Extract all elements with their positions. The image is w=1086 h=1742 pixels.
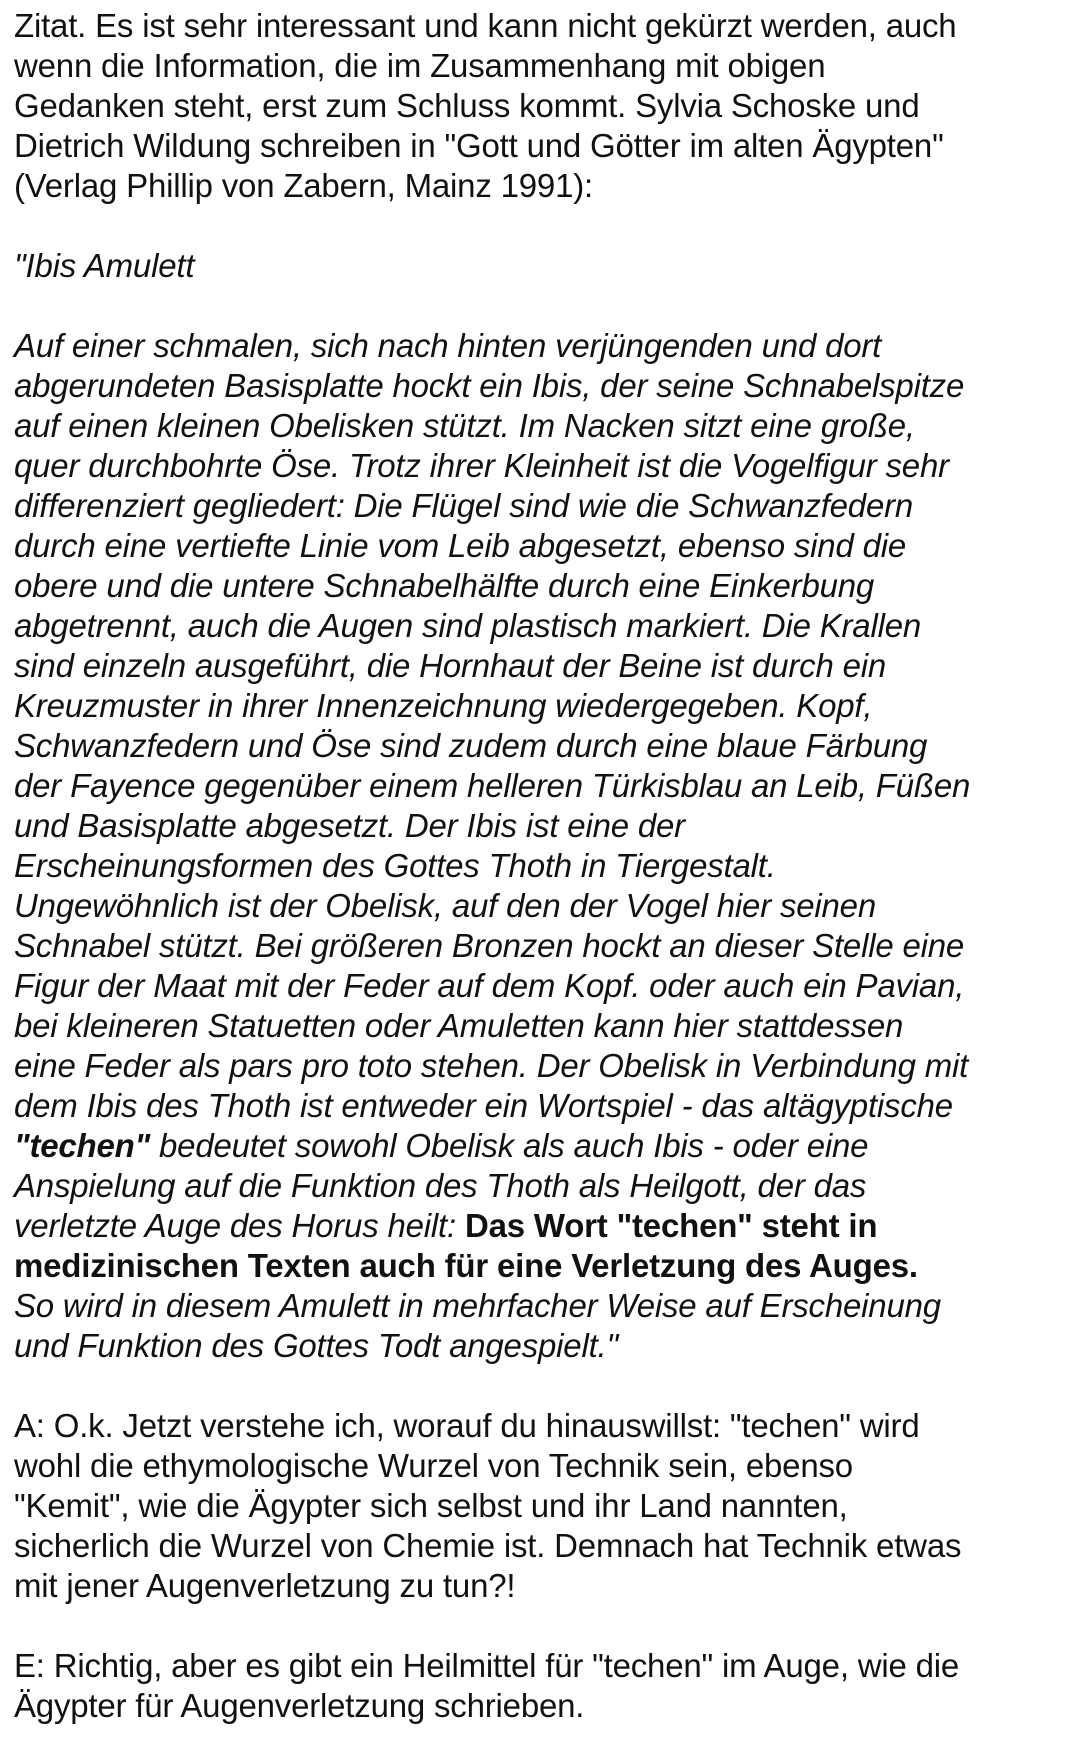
quote-text-part-2: bedeutet sowohl Obelisk als auch Ibis - oder eine Anspielung auf die Funktion des Thoth als Heilgott, der das verletzte Auge des Horus heilt: (14, 1127, 869, 1244)
intro-paragraph: Zitat. Es ist sehr interessant und kann nicht gekürzt werden, auch wenn die Information, die im Zusammenhang mit obigen Gedanken steht, erst zum Schluss kommt. Sylvia Schoske und Dietrich Wildung schreiben in "Gott und Götter im alten Ägypten" (Verlag Phillip von Zabern, Mainz 1991): (14, 7, 957, 204)
quote-title: "Ibis Amulett (14, 247, 195, 284)
quote-text-part-3: So wird in diesem Amulett in mehrfacher Weise auf Erscheinung und Funktion des Gottes Todt angespielt." (14, 1287, 941, 1364)
quote-text-part-1: Auf einer schmalen, sich nach hinten verjüngenden und dort abgerundeten Basisplatte hockt ein Ibis, der seine Schnabelspitze auf einen kleinen Obelisken stützt. Im Nacken sitzt eine große, quer durchbohrte Öse. Trotz ihrer Kleinheit ist die Vogelfigur sehr differenziert gegliedert: Die Flügel sind wie die Schwanzfedern durch eine vertiefte Linie vom Leib abgesetzt, ebenso sind die obere und die untere Schnabelhälfte durch eine Einkerbung abgetrennt, auch die Augen sind plastisch markiert. Die Krallen sind einzeln ausgeführt, die Hornhaut der Beine ist durch ein Kreuzmuster in ihrer Innenzeichnung wiedergegeben. Kopf, Schwanzfedern und Öse sind zudem durch eine blaue Färbung der Fayence gegenüber einem helleren Türkisblau an Leib, Füßen und Basisplatte abgesetzt. Der Ibis ist eine der Erscheinungsformen des Gottes Thoth in Tiergestalt. Ungewöhnlich ist der Obelisk, auf den der Vogel hier seinen Schnabel stützt. Bei größeren Bronzen hockt an dieser Stelle eine Figur der Maat mit der Feder auf dem Kopf. oder auch ein Pavian, bei kleineren Statuetten oder Amuletten kann hier stattdessen eine Feder als pars pro toto stehen. Der Obelisk in Verbindung mit dem Ibis des Thoth ist entweder ein Wortspiel - das altägyptische (14, 327, 971, 1124)
reply-a-paragraph: A: O.k. Jetzt verstehe ich, worauf du hinauswillst: "techen" wird wohl die ethymologische Wurzel von Technik sein, ebenso "Kemit", wie die Ägypter sich selbst und ihr Land nannten, sicherlich die Wurzel von Chemie ist. Demnach hat Technik etwas mit jener Augenverletzung zu tun?! (14, 1407, 962, 1604)
quote-bold-statement: Das Wort "techen" steht in medizinischen Texten auch für eine Verletzung des Auges. (14, 1207, 918, 1284)
quote-bold-term: "techen" (14, 1127, 151, 1164)
quote-paragraph (14, 326, 1072, 1366)
reply-e-paragraph: E: Richtig, aber es gibt ein Heilmittel für "techen" im Auge, wie die Ägypter für Augenverletzung schrieben. (14, 1647, 960, 1724)
